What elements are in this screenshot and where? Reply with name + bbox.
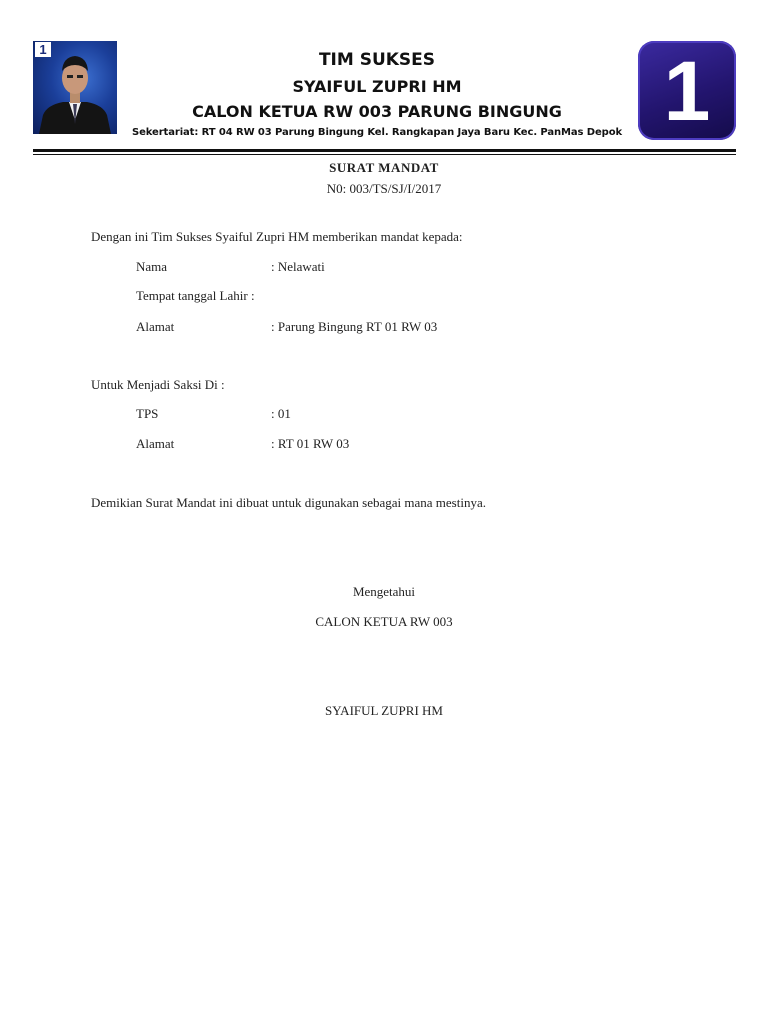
alamat-label: Alamat [136,319,175,334]
closing-text: Demikian Surat Mandat ini dibuat untuk digunakan sebagai mana mestinya. [91,495,486,510]
ttl-label: Tempat tanggal Lahir : [136,288,255,303]
signer-name: SYAIFUL ZUPRI HM [325,703,443,718]
saksi-alamat-value: : RT 01 RW 03 [271,436,350,451]
alamat-value: : Parung Bingung RT 01 RW 03 [271,319,438,334]
candidate-position: CALON KETUA RW 003 PARUNG BINGUNG [192,102,562,121]
tps-label: TPS [136,406,159,421]
intro-text: Dengan ini Tim Sukses Syaiful Zupri HM memberikan mandat kepada: [91,229,463,244]
secretariat-address: Sekertariat: RT 04 RW 03 Parung Bingung Kel. Rangkapan Jaya Baru Kec. PanMas Depok [131,127,623,138]
logo-number: 1 [663,44,711,138]
header-divider-thick [33,149,736,152]
org-name: TIM SUKSES [318,50,436,70]
tps-value: : 01 [271,406,291,421]
signer-position: CALON KETUA RW 003 [315,614,453,629]
header-divider-thin [33,154,736,155]
document-title: SURAT MANDAT [329,160,439,175]
ballot-number-badge: 1 [35,42,51,57]
mengetahui-text: Mengetahui [352,584,416,599]
nama-value: : Nelawati [271,259,325,274]
saksi-alamat-label: Alamat [136,436,175,451]
candidate-photo [33,41,117,134]
candidate-name: SYAIFUL ZUPRI HM [292,77,462,96]
ballot-number-logo [638,41,736,140]
saksi-intro: Untuk Menjadi Saksi Di : [91,377,225,392]
nama-label: Nama [136,259,168,274]
document-number: N0: 003/TS/SJ/I/2017 [326,181,442,196]
